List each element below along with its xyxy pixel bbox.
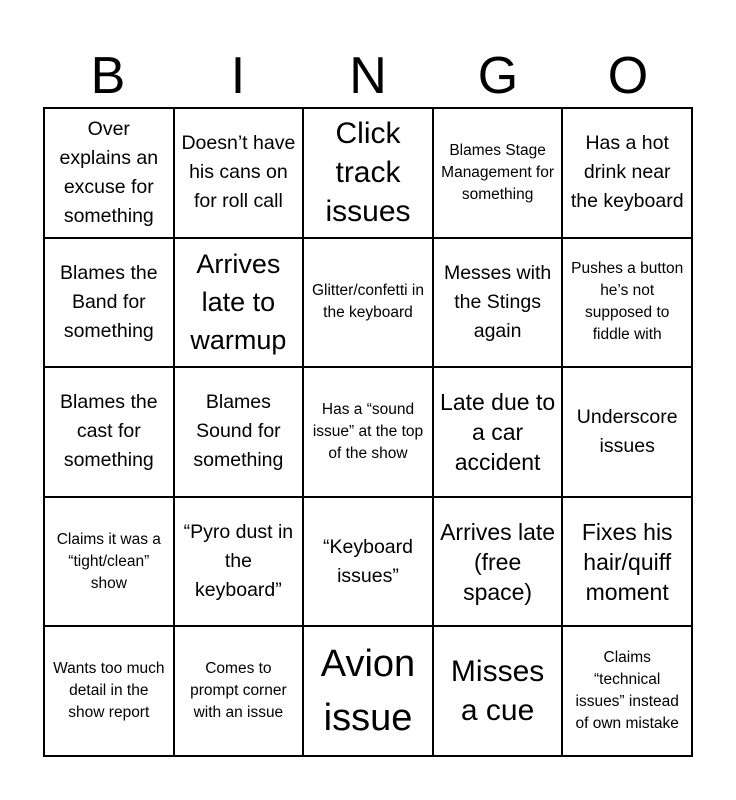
bingo-header xyxy=(43,48,693,104)
bingo-grid xyxy=(43,107,693,757)
bingo-cell[interactable]: Has a hot drink near the keyboard xyxy=(562,108,692,238)
bingo-cell[interactable]: Blames Stage Management for something xyxy=(433,108,563,238)
bingo-cell[interactable]: Arrives late (free space) xyxy=(433,497,563,627)
bingo-cell[interactable]: Arrives late to warmup xyxy=(174,238,304,368)
bingo-cell[interactable]: Underscore issues xyxy=(562,367,692,497)
bingo-cell[interactable]: Messes with the Stings again xyxy=(433,238,563,368)
bingo-cell[interactable]: “Keyboard issues” xyxy=(303,497,433,627)
bingo-cell[interactable]: Fixes his hair/quiff moment xyxy=(562,497,692,627)
bingo-cell[interactable]: Misses a cue xyxy=(433,626,563,756)
bingo-cell[interactable]: Comes to prompt corner with an issue xyxy=(174,626,304,756)
bingo-cell[interactable]: Blames the Band for something xyxy=(44,238,174,368)
bingo-cell[interactable]: “Pyro dust in the keyboard” xyxy=(174,497,304,627)
header-letter-i: I xyxy=(230,47,246,105)
bingo-cell[interactable]: Click track issues xyxy=(303,108,433,238)
bingo-cell[interactable]: Claims “technical issues” instead of own mistake xyxy=(562,626,692,756)
bingo-cell[interactable]: Blames Sound for something xyxy=(174,367,304,497)
bingo-cell[interactable]: Claims it was a “tight/clean” show xyxy=(44,497,174,627)
bingo-cell[interactable]: Doesn’t have his cans on for roll call xyxy=(174,108,304,238)
header-letter-n: N xyxy=(349,47,387,105)
bingo-cell[interactable]: Glitter/confetti in the keyboard xyxy=(303,238,433,368)
bingo-cell[interactable]: Has a “sound issue” at the top of the show xyxy=(303,367,433,497)
bingo-cell[interactable]: Over explains an excuse for something xyxy=(44,108,174,238)
bingo-cell[interactable]: Avion issue xyxy=(303,626,433,756)
bingo-cell[interactable]: Wants too much detail in the show report xyxy=(44,626,174,756)
bingo-cell[interactable]: Blames the cast for something xyxy=(44,367,174,497)
bingo-cell[interactable]: Late due to a car accident xyxy=(433,367,563,497)
bingo-cell[interactable]: Pushes a button he’s not supposed to fiddle with xyxy=(562,238,692,368)
header-letter-o: O xyxy=(607,47,649,105)
header-letter-b: B xyxy=(90,47,126,105)
header-letter-g: G xyxy=(477,47,519,105)
